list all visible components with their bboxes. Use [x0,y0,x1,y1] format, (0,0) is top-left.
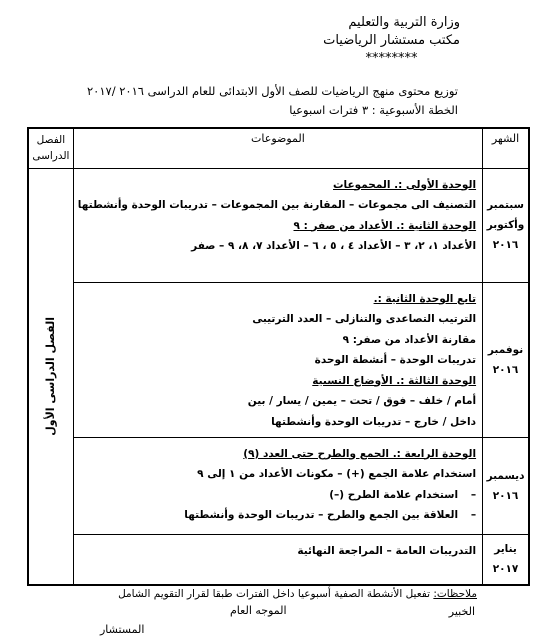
topic-line: استخدام علامة الجمع (+) – مكونات الأعداد من ١ إلى ٩ [197,468,477,480]
document-header [323,14,460,68]
header-topics: الموضوعات [73,128,482,168]
topic-line: –استخدام علامة الطرح (–) [329,488,477,501]
document-title [87,82,458,120]
topic-line: –العلاقة بين الجمع والطرح – تدريبات الوحدة وأنشطتها [184,509,477,521]
topic-line: أمام / خلف – فوق / تحت – يمين / يسار / بين [247,395,477,407]
topic-text: العلاقة بين الجمع والطرح – تدريبات الوحدة وأنشطتها [184,509,459,521]
month-name: يناير [494,543,517,556]
topic-line: تدريبات الوحدة – أنشطة الوحدة [314,354,477,366]
term-label: الفصل الدراسى الأول [44,316,58,436]
curriculum-table [27,127,530,586]
month-name: سبتمبر [487,199,524,211]
header-stars: ******** [365,51,418,66]
ministry-name: وزارة التربية والتعليم [348,15,460,30]
notes-label: ملاحظات: [433,588,477,600]
term-cell [28,168,73,585]
table-row [28,437,529,534]
month-year: ٢٠١٦ [492,489,519,502]
table-header-row [28,128,529,168]
month-cell [483,534,529,585]
topic-line: داخل / خارج – تدريبات الوحدة وأنشطتها [271,415,477,428]
topics-cell [73,282,482,437]
title-line-1: توزيع محتوى منهج الرياضيات للصف الأول الابتدائى للعام الدراسى ٢٠١٦ /٢٠١٧ [86,84,458,98]
topics-cell [73,437,482,534]
notes-text: تفعيل الأنشطة الصفية أسبوعيا داخل الفترات طبقا لقرار التقويم الشامل [118,588,431,600]
signature-expert: الخبير [448,605,475,618]
topics-cell [73,168,482,282]
table-row [28,168,529,282]
unit-title: الوحدة الرابعة :. الجمع والطرح حتى العدد (٩) [243,447,477,460]
month-year: ٢٠١٦ [492,239,519,251]
office-name: مكتب مستشار الرياضيات [323,33,460,48]
title-line-2: الخطة الأسبوعية : ٣ فترات اسبوعيا [289,103,458,117]
unit-title: الوحدة الثالثة :. الأوضاع النسبية [312,374,477,387]
topic-line: التصنيف الى مجموعات – المقارنة بين المجموعات – تدريبات الوحدة وأنشطتها [77,199,477,211]
month-cell [483,168,529,282]
month-name: نوفمبر [487,343,524,356]
topic-text: استخدام علامة الطرح (–) [329,488,459,501]
topic-line: الأعداد ١، ٢، ٣ – الأعداد ٤ ، ٥ ، ٦ – الأعداد ٧، ٨، ٩ – صفر [191,240,477,252]
header-term: الفصل الدراسى [28,128,73,168]
month-name: ديسمبر [486,469,525,482]
table-row [28,282,529,437]
signature-supervisor: الموجه العام [230,604,287,617]
header-month: الشهر [483,128,529,168]
month-year: ٢٠١٦ [492,363,519,376]
month-name: وأكتوبر [486,219,525,231]
month-cell [483,282,529,437]
table-row [28,534,529,585]
unit-title: الوحدة الثانية :. الأعداد من صفر : ٩ [293,219,477,232]
notes [118,588,477,600]
unit-title: تابع الوحدة الثانية :. [373,292,477,305]
topics-cell [73,534,482,585]
topic-line: الترتيب التصاعدى والتنازلى – العدد الترتيبى [252,313,477,325]
unit-title: الوحدة الأولى :. المجموعات [333,178,477,191]
month-year: ٢٠١٧ [492,563,519,576]
topic-line: مقارنة الأعداد من صفر: ٩ [342,333,477,346]
month-cell [483,437,529,534]
topic-line: التدريبات العامة – المراجعة النهائية [297,544,477,557]
signature-advisor: المستشار [100,623,145,636]
